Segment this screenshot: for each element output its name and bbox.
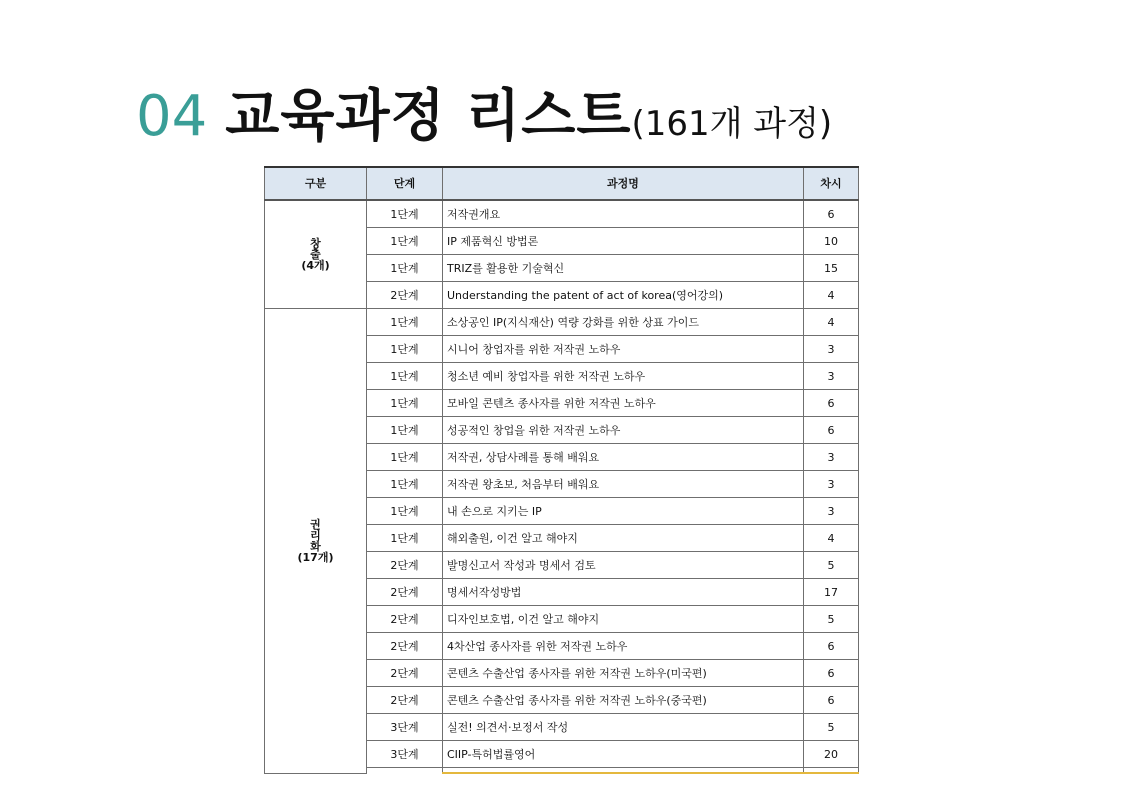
course-name-cell: CIIP-특허법률영어 — [443, 741, 804, 768]
level-cell: 1단계 — [367, 498, 443, 525]
category-cell — [265, 200, 367, 309]
category-char: 화 — [310, 539, 321, 553]
cutoff-cell — [804, 768, 859, 774]
sessions-cell: 17 — [804, 579, 859, 606]
course-name-cell: 저작권 왕초보, 처음부터 배워요 — [443, 471, 804, 498]
header-sessions: 차시 — [804, 167, 859, 200]
course-name-cell: 모바일 콘텐츠 종사자를 위한 저작권 노하우 — [443, 390, 804, 417]
sessions-cell: 15 — [804, 255, 859, 282]
category-char: 권 — [310, 517, 321, 531]
sessions-cell: 10 — [804, 228, 859, 255]
course-name-cell: TRIZ를 활용한 기술혁신 — [443, 255, 804, 282]
course-name-cell: 디자인보호법, 이건 알고 해야지 — [443, 606, 804, 633]
level-cell: 1단계 — [367, 417, 443, 444]
course-name-cell: 저작권개요 — [443, 200, 804, 228]
course-name-cell: 청소년 예비 창업자를 위한 저작권 노하우 — [443, 363, 804, 390]
level-cell: 2단계 — [367, 579, 443, 606]
sessions-cell: 3 — [804, 444, 859, 471]
title-main: 교육과정 리스트 — [225, 84, 632, 149]
level-cell: 2단계 — [367, 687, 443, 714]
sessions-cell: 6 — [804, 660, 859, 687]
course-name-cell: 실전! 의견서·보정서 작성 — [443, 714, 804, 741]
course-name-cell: 내 손으로 지키는 IP — [443, 498, 804, 525]
sessions-cell: 6 — [804, 417, 859, 444]
sessions-cell: 6 — [804, 200, 859, 228]
course-name-cell: 발명신고서 작성과 명세서 검토 — [443, 552, 804, 579]
sessions-cell: 20 — [804, 741, 859, 768]
course-name-cell: Understanding the patent of act of korea(영어강의) — [443, 282, 804, 309]
title-subtitle: (161개 과정) — [631, 104, 833, 144]
level-cell: 2단계 — [367, 660, 443, 687]
course-name-cell: 4차산업 종사자를 위한 저작권 노하우 — [443, 633, 804, 660]
table-header-row — [265, 167, 859, 200]
category-count: (17개) — [297, 550, 334, 564]
level-cell: 3단계 — [367, 714, 443, 741]
header-level: 단계 — [367, 167, 443, 200]
level-cell: 1단계 — [367, 309, 443, 336]
level-cell: 1단계 — [367, 471, 443, 498]
sessions-cell: 5 — [804, 552, 859, 579]
level-cell: 1단계 — [367, 525, 443, 552]
course-table — [264, 166, 859, 774]
table-row — [265, 309, 859, 336]
sessions-cell: 3 — [804, 498, 859, 525]
sessions-cell: 6 — [804, 390, 859, 417]
course-name-cell: 명세서작성방법 — [443, 579, 804, 606]
level-cell: 3단계 — [367, 741, 443, 768]
header-course: 과정명 — [443, 167, 804, 200]
sessions-cell: 4 — [804, 525, 859, 552]
sessions-cell: 6 — [804, 687, 859, 714]
section-number: 04 — [136, 84, 208, 149]
table-body — [265, 200, 859, 773]
sessions-cell: 4 — [804, 309, 859, 336]
table-row — [265, 200, 859, 228]
category-char: 창 — [310, 237, 321, 250]
category-cell — [265, 309, 367, 774]
level-cell: 1단계 — [367, 228, 443, 255]
level-cell: 1단계 — [367, 363, 443, 390]
category-count: (4개) — [301, 259, 330, 272]
level-cell: 2단계 — [367, 282, 443, 309]
level-cell: 2단계 — [367, 606, 443, 633]
level-cell: 2단계 — [367, 552, 443, 579]
course-name-cell: 해외출원, 이건 알고 해야지 — [443, 525, 804, 552]
course-name-cell: 콘텐츠 수출산업 종사자를 위한 저작권 노하우(중국편) — [443, 687, 804, 714]
sessions-cell: 3 — [804, 363, 859, 390]
cutoff-cell — [443, 768, 804, 774]
category-char: 출 — [310, 248, 321, 261]
page-title — [136, 72, 832, 152]
course-name-cell: 시니어 창업자를 위한 저작권 노하우 — [443, 336, 804, 363]
level-cell: 1단계 — [367, 336, 443, 363]
course-name-cell: 콘텐츠 수출산업 종사자를 위한 저작권 노하우(미국편) — [443, 660, 804, 687]
cutoff-cell — [367, 768, 443, 774]
course-name-cell: IP 제품혁신 방법론 — [443, 228, 804, 255]
level-cell: 1단계 — [367, 444, 443, 471]
course-name-cell: 저작권, 상담사례를 통해 배워요 — [443, 444, 804, 471]
header-category: 구분 — [265, 167, 367, 200]
course-name-cell: 성공적인 창업을 위한 저작권 노하우 — [443, 417, 804, 444]
level-cell: 2단계 — [367, 633, 443, 660]
level-cell: 1단계 — [367, 390, 443, 417]
level-cell: 1단계 — [367, 200, 443, 228]
sessions-cell: 5 — [804, 714, 859, 741]
sessions-cell: 4 — [804, 282, 859, 309]
course-name-cell: 소상공인 IP(지식재산) 역량 강화를 위한 상표 가이드 — [443, 309, 804, 336]
sessions-cell: 3 — [804, 336, 859, 363]
sessions-cell: 5 — [804, 606, 859, 633]
sessions-cell: 6 — [804, 633, 859, 660]
sessions-cell: 3 — [804, 471, 859, 498]
level-cell: 1단계 — [367, 255, 443, 282]
category-char: 리 — [310, 528, 321, 542]
